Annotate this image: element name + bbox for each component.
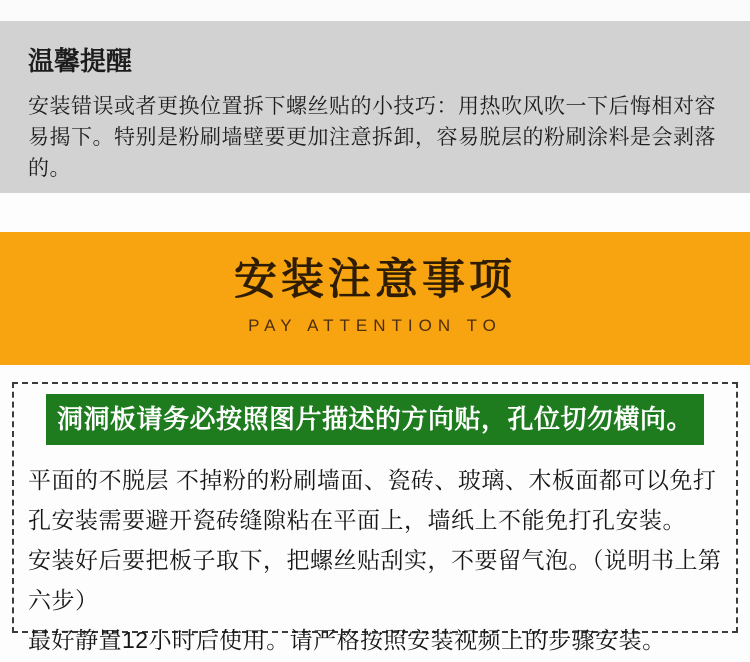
attention-banner	[0, 232, 750, 365]
installation-note-bubbles: 安装好后要把板子取下，把螺丝贴刮实，不要留气泡。（说明书上第六步）	[28, 547, 722, 613]
warm-reminder-text: 安装错误或者更换位置拆下螺丝贴的小技巧：用热吹风吹一下后悔相对容易揭下。特别是粉刷墙壁要更加注意拆卸，容易脱层的粉刷涂料是会剥落的。	[28, 95, 716, 180]
installation-notes	[28, 460, 722, 660]
section-divider	[0, 193, 750, 232]
attention-banner-title: 安装注意事项	[234, 256, 516, 304]
installation-notice-box	[12, 382, 738, 653]
attention-banner-subtitle: PAY ATTENTION TO	[248, 316, 502, 335]
top-white-strip	[0, 0, 750, 21]
installation-note-wait-time: 最好静置12小时后使用。请严格按照安装视频上的步骤安装。	[28, 627, 666, 653]
installation-note-surfaces: 平面的不脱层 不掉粉的粉刷墙面、瓷砖、玻璃、木板面都可以免打孔安装需要避开瓷砖缝隙粘在平面上，墙纸上不能免打孔安装。	[28, 467, 717, 533]
warm-reminder-section	[0, 21, 750, 193]
warm-reminder-title: 温馨提醒	[28, 46, 133, 76]
orientation-warning-highlight: 洞洞板请务必按照图片描述的方向贴，孔位切勿横向。	[46, 394, 704, 445]
section-divider	[0, 365, 750, 382]
